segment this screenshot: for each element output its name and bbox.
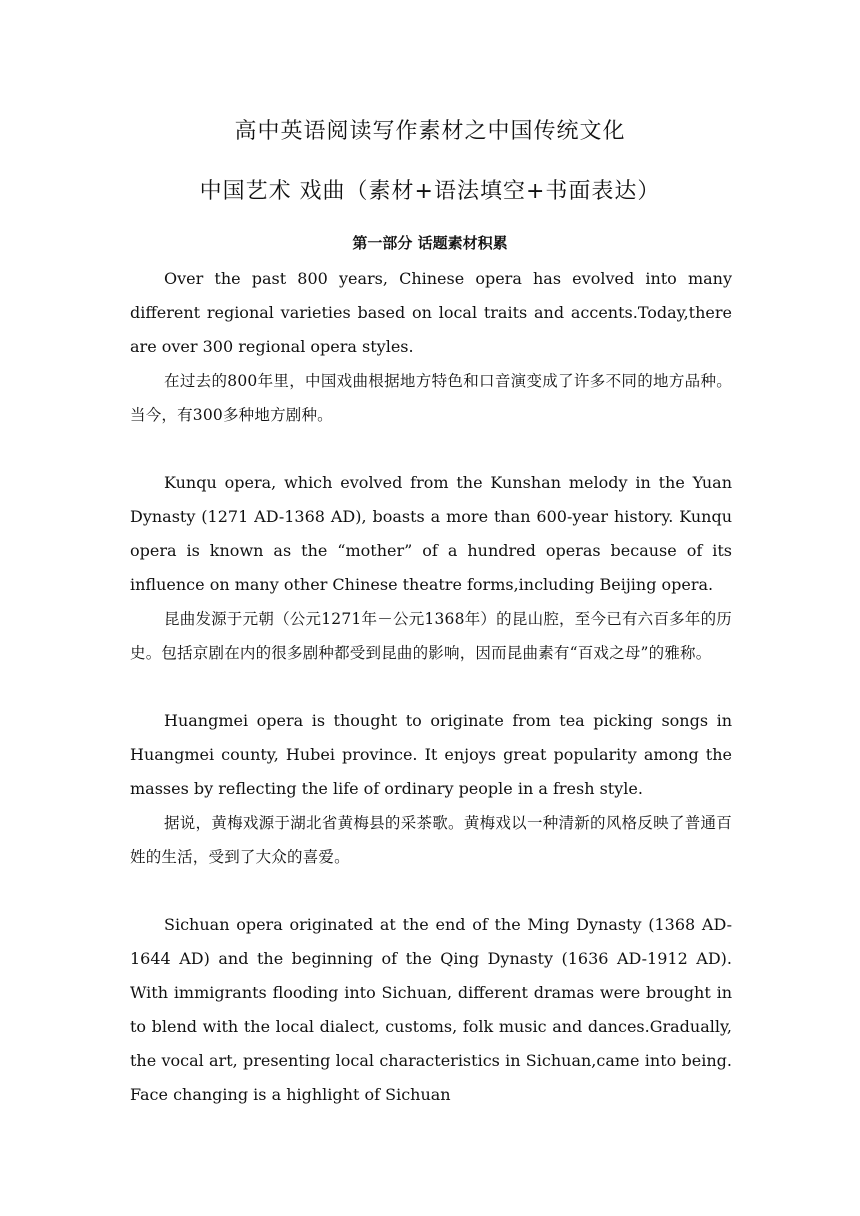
paragraph-1-chinese: 在过去的800年里，中国戏曲根据地方特色和口音演变成了许多不同的地方品种。当今，有300多种地方剧种。 — [130, 372, 732, 424]
paragraph-spacer — [130, 670, 732, 704]
paragraph-2-chinese: 昆曲发源于元朝（公元1271年－公元1368年）的昆山腔，至今已有六百多年的历史。包括京剧在内的很多剧种都受到昆曲的影响，因而昆曲素有“百戏之母”的雅称。 — [130, 610, 732, 662]
paragraph-2-english: Kunqu opera, which evolved from the Kunshan melody in the Yuan Dynasty (1271 AD-1368 AD), boasts a more than 600-year history. Kunqu opera is known as the “mother” of a hundred operas because of its influence on many other Chinese theatre forms,including Beijing opera. — [130, 473, 732, 594]
section-heading: 第一部分 话题素材积累 — [352, 234, 508, 252]
paragraph-3-english: Huangmei opera is thought to originate from tea picking songs in Huangmei county, Hubei province. It enjoys great popularity among the masses by reflecting the life of ordinary people in a fresh style. — [130, 711, 732, 798]
paragraph-4-english: Sichuan opera originated at the end of the Ming Dynasty (1368 AD-1644 AD) and the beginning of the Qing Dynasty (1636 AD-1912 AD). With immigrants flooding into Sichuan, different dramas were brought in to blend with the local dialect, customs, folk music and dances.Gradually, the vocal art, presenting local characteristics in Sichuan,came into being. Face changing is a highlight of Sichuan — [130, 915, 732, 1104]
document-body — [130, 262, 732, 1112]
document-title: 高中英语阅读写作素材之中国传统文化 — [234, 119, 626, 144]
document-subtitle: 中国艺术 戏曲（素材+语法填空+书面表达） — [199, 179, 661, 204]
paragraph-1-english: Over the past 800 years, Chinese opera has evolved into many different regional varieties based on local traits and accents.Today,there are over 300 regional opera styles. — [130, 269, 732, 356]
paragraph-spacer — [130, 432, 732, 466]
paragraph-3-chinese: 据说，黄梅戏源于湖北省黄梅县的采茶歌。黄梅戏以一种清新的风格反映了普通百姓的生活，受到了大众的喜爱。 — [130, 814, 732, 866]
paragraph-spacer — [130, 874, 732, 908]
